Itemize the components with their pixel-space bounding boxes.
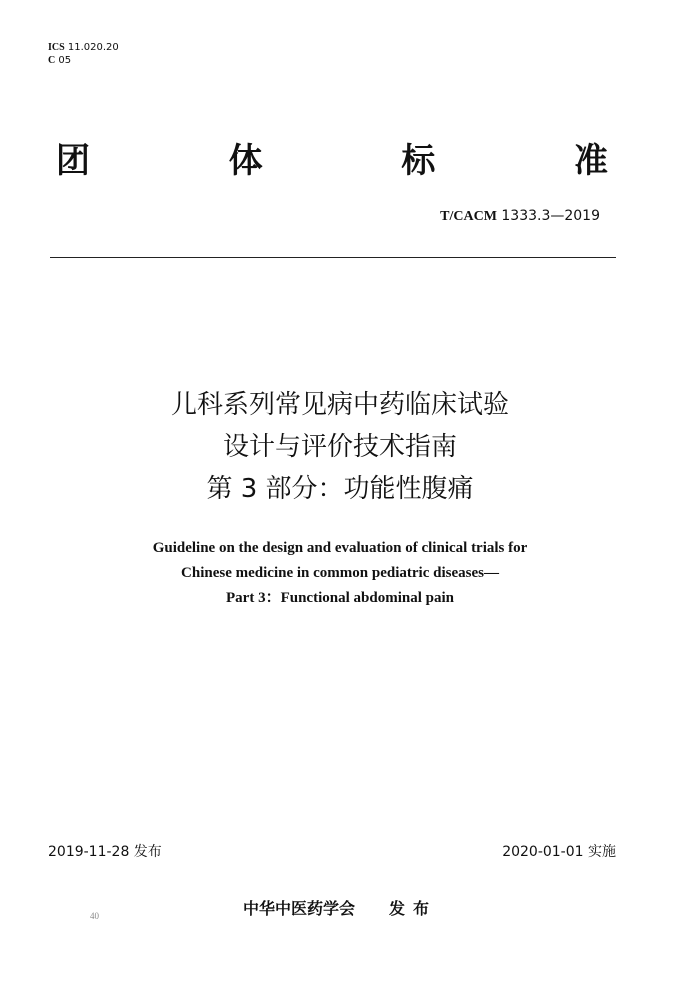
standard-type-char: 团 xyxy=(56,141,90,181)
english-title xyxy=(0,536,680,611)
english-title-line: Chinese medicine in common pediatric diseases— xyxy=(181,565,499,581)
publisher-verb: 发布 xyxy=(389,899,438,918)
ics-number: 11.020.20 xyxy=(67,42,119,53)
chinese-title-line: 第 3 部分：功能性腹痛 xyxy=(206,474,474,504)
publisher-name: 中华中医药学会 xyxy=(242,899,355,918)
page-number: 40 xyxy=(90,911,99,921)
chinese-title-line: 设计与评价技术指南 xyxy=(222,432,457,462)
standard-type-heading xyxy=(56,140,608,182)
standard-org-code: T/CACM xyxy=(440,209,497,224)
standard-number-value: 1333.3—2019 xyxy=(501,208,600,224)
ics-code xyxy=(48,41,119,54)
classification-codes xyxy=(48,41,119,67)
standard-type-char: 体 xyxy=(228,141,263,181)
publisher-line xyxy=(0,898,680,920)
ccs-label: C xyxy=(48,55,56,66)
ccs-code xyxy=(48,54,119,67)
ics-label: ICS xyxy=(48,42,65,53)
chinese-title-line: 儿科系列常见病中药临床试验 xyxy=(170,390,509,420)
standard-type-char: 准 xyxy=(573,141,608,181)
standard-type-char: 标 xyxy=(401,141,436,181)
standard-number xyxy=(440,207,600,226)
chinese-title xyxy=(0,384,680,510)
header-divider xyxy=(50,257,616,258)
implementation-date: 2020-01-01 实施 xyxy=(502,844,616,860)
issue-date: 2019-11-28 发布 xyxy=(48,844,162,860)
ccs-number: 05 xyxy=(58,55,72,66)
english-title-line: Part 3：Functional abdominal pain xyxy=(226,590,454,606)
english-title-line: Guideline on the design and evaluation of clinical trials for xyxy=(152,540,528,556)
